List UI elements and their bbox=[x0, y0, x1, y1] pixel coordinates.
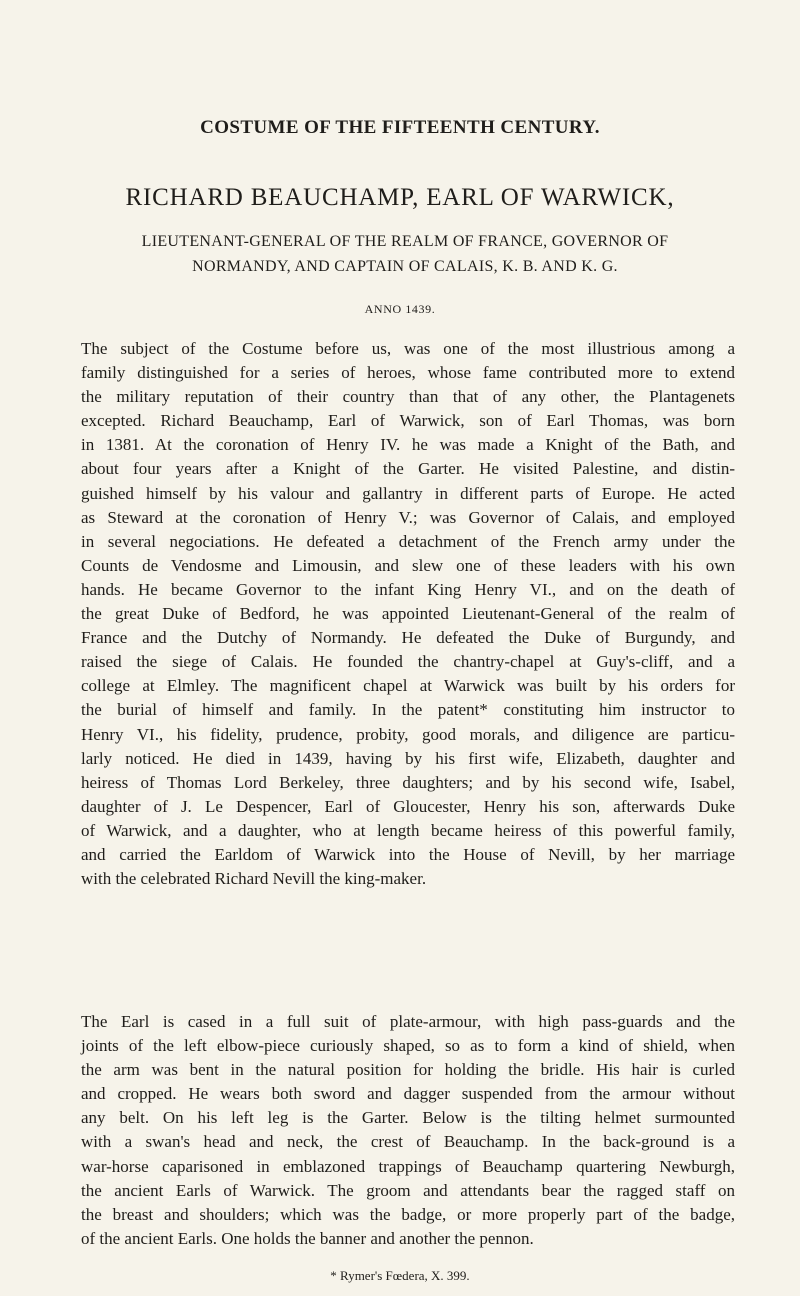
paragraph-description bbox=[81, 1010, 735, 1251]
text-line: as Steward at the coronation of Henry V.; was Governor of Calais, and employed bbox=[81, 507, 735, 527]
footnote: * Rymer's Fœdera, X. 399. bbox=[330, 1268, 470, 1283]
text-line: college at Elmley. The magnificent chapel at Warwick was built by his orders for bbox=[81, 676, 735, 696]
page-title: RICHARD BEAUCHAMP, EARL OF WARWICK, bbox=[125, 184, 675, 211]
text-line: and cropped. He wears both sword and dagger suspended from the armour without bbox=[81, 1084, 735, 1104]
date-line: ANNO 1439. bbox=[364, 302, 436, 316]
text-line: larly noticed. He died in 1439, having by his first wife, Elizabeth, daughter and bbox=[81, 748, 735, 768]
text-line: war-horse caparisoned in emblazoned trappings of Beauchamp quartering Newburgh, bbox=[81, 1156, 735, 1176]
text-line: The Earl is cased in a full suit of plate-armour, with high pass-guards and the bbox=[81, 1012, 735, 1031]
text-line: in several negociations. He defeated a detachment of the French army under the bbox=[81, 531, 735, 551]
text-line: guished himself by his valour and gallantry in different parts of Europe. He acted bbox=[81, 483, 735, 503]
text-line: any belt. On his left leg is the Garter. Below is the tilting helmet surmounted bbox=[81, 1108, 735, 1128]
text-line: France and the Dutchy of Normandy. He defeated the Duke of Burgundy, and bbox=[81, 628, 735, 648]
text-line: the great Duke of Bedford, he was appointed Lieutenant-General of the realm of bbox=[81, 604, 735, 624]
text-line: the ancient Earls of Warwick. The groom and attendants bear the ragged staff on bbox=[81, 1180, 735, 1200]
text-line: with a swan's head and neck, the crest of Beauchamp. In the back-ground is a bbox=[81, 1132, 735, 1152]
subtitle bbox=[80, 229, 730, 279]
text-line: the breast and shoulders; which was the badge, or more properly part of the badge, bbox=[81, 1204, 735, 1224]
text-line: excepted. Richard Beauchamp, Earl of Warwick, son of Earl Thomas, was born bbox=[81, 411, 735, 431]
text-line: family distinguished for a series of heroes, whose fame contributed more to extend bbox=[81, 363, 735, 383]
text-line: the burial of himself and family. In the patent* constituting him instructor to bbox=[81, 700, 735, 720]
subtitle-line: NORMANDY, AND CAPTAIN OF CALAIS, K. B. AND K. G. bbox=[192, 258, 618, 275]
paragraph-biography bbox=[81, 337, 735, 891]
text-line: of the ancient Earls. One holds the banner and another the pennon. bbox=[81, 1228, 534, 1248]
text-line: The subject of the Costume before us, was one of the most illustrious among a bbox=[81, 339, 735, 358]
subtitle-line: LIEUTENANT-GENERAL OF THE REALM OF FRANCE, GOVERNOR OF bbox=[141, 233, 669, 250]
text-line: joints of the left elbow-piece curiously shaped, so as to form a kind of shield, when bbox=[81, 1036, 735, 1056]
text-line: raised the siege of Calais. He founded the chantry-chapel at Guy's-cliff, and a bbox=[81, 652, 735, 672]
text-line: hands. He became Governor to the infant King Henry VI., and on the death of bbox=[81, 579, 735, 599]
text-line: Henry VI., his fidelity, prudence, probity, good morals, and diligence are particu- bbox=[81, 724, 735, 744]
text-line: heiress of Thomas Lord Berkeley, three daughters; and by his second wife, Isabel, bbox=[81, 772, 735, 792]
text-line: and carried the Earldom of Warwick into the House of Nevill, by her marriage bbox=[81, 844, 735, 864]
text-line: the arm was bent in the natural position for holding the bridle. His hair is curled bbox=[81, 1060, 735, 1080]
text-line: with the celebrated Richard Nevill the king-maker. bbox=[81, 869, 427, 889]
text-line: of Warwick, and a daughter, who at length became heiress of this powerful family, bbox=[81, 820, 735, 840]
text-line: daughter of J. Le Despencer, Earl of Gloucester, Henry his son, afterwards Duke bbox=[81, 796, 735, 816]
text-line: the military reputation of their country than that of any other, the Plantagenets bbox=[81, 387, 735, 407]
text-line: about four years after a Knight of the Garter. He visited Palestine, and distin- bbox=[81, 459, 735, 479]
text-line: Counts de Vendosme and Limousin, and slew one of these leaders with his own bbox=[81, 555, 735, 575]
text-line: in 1381. At the coronation of Henry IV. he was made a Knight of the Bath, and bbox=[81, 435, 735, 455]
running-head: COSTUME OF THE FIFTEENTH CENTURY. bbox=[200, 117, 600, 138]
